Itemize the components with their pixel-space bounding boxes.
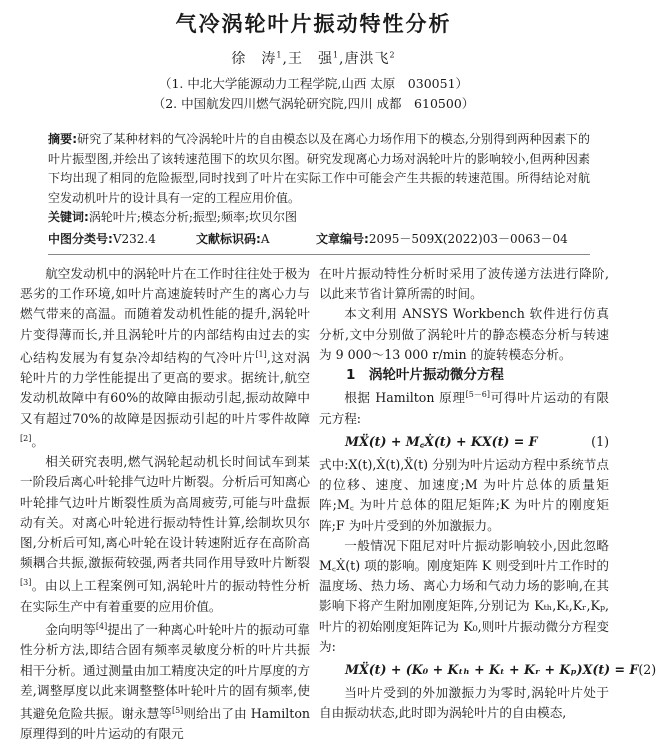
abstract-text: 研究了某种材料的气冷涡轮叶片的自由模态以及在离心力场作用下的模态,分别得到两种因素下的叶片振型图,并绘出了该转速范围下的坎贝尔图。研究发现离心力场对涡轮叶片的影响较小,但两种因素下均出现了相同的危险振型,同时找到了叶片在实际工作中可能会产生共振的转速范围。所得结论对航空发动机叶片的设计具有一定的工程应用价值。 — [48, 132, 590, 205]
abstract-label: 摘要: — [48, 132, 78, 146]
keywords — [48, 208, 590, 225]
paper-title: 气冷涡轮叶片振动特性分析 — [175, 11, 452, 36]
author-line — [0, 48, 627, 68]
clc-number: 中图分类号:V232.4 — [48, 232, 156, 246]
author-separator: , — [339, 51, 345, 67]
citation: [3] — [20, 578, 32, 588]
document-code: 文献标识码:A — [196, 232, 270, 246]
paragraph: 根据 Hamilton 原理[5－6]可得叶片运动的有限元方程: — [319, 390, 610, 426]
citation: [5－6] — [465, 390, 491, 400]
abstract — [48, 130, 590, 208]
keywords-label: 关键词: — [48, 210, 89, 224]
equation-number: (2) — [638, 662, 656, 678]
equation-1 — [319, 432, 609, 452]
author-name: 唐洪飞 — [344, 51, 390, 67]
author-name: 徐 涛 — [231, 51, 277, 67]
author-affiliation-mark: 1 — [332, 50, 340, 60]
equation-number: (1) — [591, 433, 609, 449]
citation: [1] — [255, 349, 267, 359]
author-affiliation-mark: 2 — [389, 50, 396, 60]
author-name: 王 强 — [287, 51, 333, 67]
paragraph: 航空发动机中的涡轮叶片在工作时往往处于极为恶劣的工作环境,如叶片高速旋转时产生的离心力与燃气带来的高温。而随着发动机性能的提升,涡轮叶片变得薄而长,并且涡轮叶片的内部结构由过去的实心结构发展为有复杂冷却结构的气冷叶片[1],这对涡轮叶片的力学性能提出了更高的要求。据统计,航空发动机故障中有60%的故障由振动引起,振动故障中又有超过70%的故障是因振动引起的叶片零件故障[2]。 — [20, 266, 310, 449]
paragraph: 金向明等[4]提出了一种离心叶轮叶片的振动可靠性分析方法,即结合固有频率灵敏度分析的叶片共振相干分析。通过测量由加工精度决定的叶片厚度的方差,调整厚度以此来调整整体叶轮叶片的固有频率,使其避免危险共振。谢永慧等[5]则给出了由 Hamilton 原理得到的叶片运动的有限元 — [20, 622, 311, 742]
paragraph: 一般情况下阻尼对叶片振动影响较小,因此忽略 M꜀Ẋ(t) 项的影响。刚度矩阵 K 则受到叶片工作时的温度场、热力场、离心力场和气动力场的影响,在其影响下将产生附加刚度矩阵,分别记为 Kₜₕ,Kₜ,Kᵣ,Kₚ,叶片的初始刚度矩阵记为 K₀,则叶片振动微分方程变为: — [319, 537, 609, 654]
equation-body: MẌ(t) + M꜀Ẋ(t) + KX(t) = F — [345, 433, 538, 449]
paragraph: 本文利用 ANSYS Workbench 软件进行仿真分析,文中分别做了涡轮叶片的静态模态分析与转速为 9 000～13 000 r/min 的旋转模态分析。 — [319, 306, 609, 362]
section-heading: 1 涡轮叶片振动微分方程 — [346, 367, 504, 384]
citation: [4] — [95, 622, 108, 632]
keywords-text: 涡轮叶片;模态分析;振型;频率;坎贝尔图 — [88, 210, 297, 224]
citation: [2] — [20, 433, 32, 443]
author-separator: , — [282, 51, 288, 67]
equation-body: MẌ(t) + (K₀ + Kₜₕ + Kₜ + Kᵣ + Kₚ)X(t) = F — [345, 662, 639, 678]
article-number: 文章编号:2095－509X(2022)03－0063－04 — [316, 232, 568, 246]
header-divider — [48, 254, 590, 255]
paragraph: 式中:X(t),Ẋ(t),Ẍ(t) 分别为叶片运动方程中系统节点的位移、速度、加速度;M 为叶片总体的质量矩阵;M꜀ 为叶片总体的阻尼矩阵;K 为叶片的刚度矩阵;F 为叶片受到的外加激振力。 — [319, 457, 609, 533]
affiliation-1: （1. 中北大学能源动力工程学院,山西 太原 030051） — [158, 76, 469, 91]
paragraph: 相关研究表明,燃气涡轮起动机长时间试车到某一阶段后离心叶轮排气边叶片断裂。分析后可知离心叶轮排气边叶片断裂性质为高周疲劳,可能与叶盘振动有关。对离心叶轮进行振动特性计算,绘制坎贝尔图,分析后可知,离心叶轮在设计转速附近存在高阶高频耦合共振,激振荷较强,两者共同作用导致叶片断裂[3]。由以上工程案例可知,涡轮叶片的振动特性分析在实际生产中有着重要的应用价值。 — [20, 454, 310, 614]
affiliation-2: （2. 中国航发四川燃气涡轮研究院,四川 成都 610500） — [152, 96, 475, 111]
citation: [5] — [171, 706, 184, 716]
body-column-left — [20, 264, 310, 745]
equation-2 — [319, 660, 656, 680]
body-column-right — [319, 264, 656, 724]
paragraph: 在叶片振动特性分析时采用了波传递方法进行降阶,以此来节省计算所需的时间。 — [319, 266, 609, 302]
author-affiliation-mark: 1 — [276, 50, 283, 60]
paragraph: 当叶片受到的外加激振力为零时,涡轮叶片处于自由振动状态,此时即为涡轮叶片的自由模态, — [319, 685, 609, 721]
